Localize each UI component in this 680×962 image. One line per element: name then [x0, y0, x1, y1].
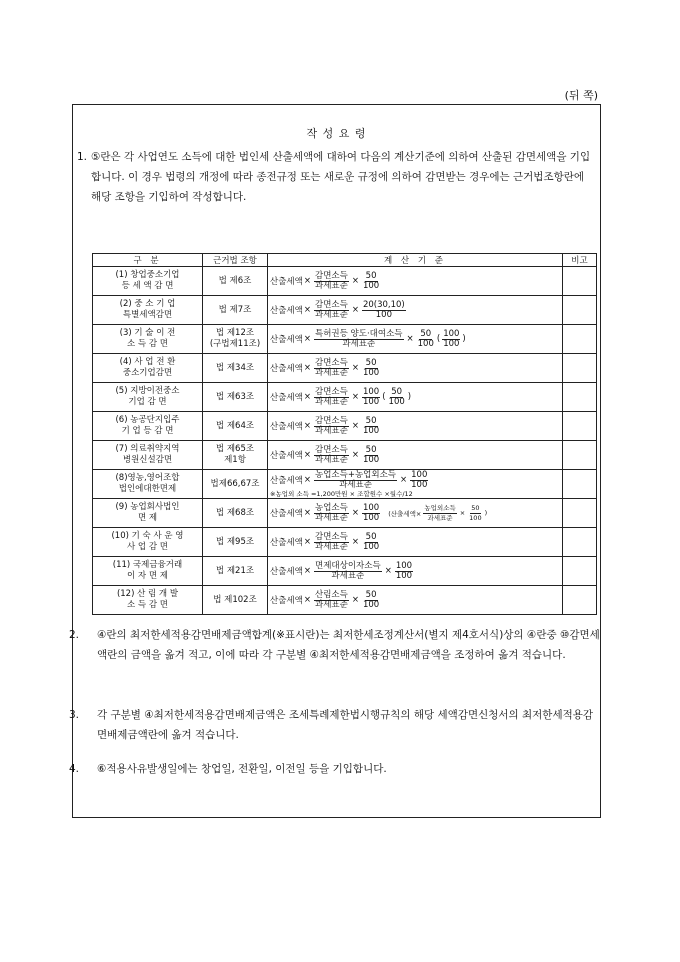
formula-extra-base: (산출세액× [388, 509, 422, 518]
formula-alt-rate [388, 388, 406, 407]
row-category [93, 296, 203, 325]
instruction-2 [69, 625, 602, 665]
formula-ratio-denominator: 과세표준 [314, 541, 348, 552]
formula-times: × [351, 421, 359, 431]
row-category [93, 528, 203, 557]
row-category-line: (8)영농,영어조합 [115, 473, 180, 483]
table-row [93, 586, 597, 615]
formula-alt-rate-numerator: 50 [391, 386, 403, 397]
formula-ratio-numerator: 감면소득 [314, 531, 348, 542]
formula-times: × [351, 450, 359, 460]
instruction-4-text: ⑥적용사유발생일에는 창업일, 전환일, 이전일 등을 기입합니다. [97, 763, 387, 775]
formula-base: 산출세액 [270, 277, 303, 287]
formula-ratio-numerator: 감면소득 [314, 299, 348, 310]
formula-extra: (산출세액× $\frac{\text{농업외소득}}{\text{과세표준}}$ × $\frac{50}{100}$ ) [388, 503, 488, 522]
formula-extra-rate [468, 504, 482, 523]
row-formula [268, 586, 563, 615]
row-formula [268, 354, 563, 383]
row-category-line: 기 업 등 감 면 [121, 426, 174, 436]
formula-ratio-numerator: 산림소득 [314, 589, 348, 600]
formula-ratio [314, 330, 404, 349]
formula-ratio-denominator: 과세표준 [314, 425, 348, 436]
formula-rate-denominator: 100 [375, 309, 392, 320]
calculation-table [92, 253, 597, 615]
formula-rate-denominator: 100 [417, 338, 434, 349]
formula-ratio [314, 301, 349, 320]
formula-times: × [303, 566, 311, 576]
formula-ratio-denominator: 과세표준 [314, 280, 348, 291]
formula-ratio [314, 562, 382, 581]
formula-expression [270, 301, 408, 320]
formula-times: × [400, 475, 408, 485]
formula-expression [270, 446, 382, 465]
row-note [563, 383, 597, 412]
row-formula [268, 267, 563, 296]
row-category [93, 470, 203, 499]
formula-times: × [406, 334, 414, 344]
table-row [93, 267, 597, 296]
row-law-line: 제1항 [224, 455, 246, 465]
row-category-line: 등 세 액 감 면 [121, 281, 174, 291]
formula-times: × [351, 508, 359, 518]
formula-rate-denominator: 100 [362, 599, 380, 610]
col-header-category: 구 분 [93, 254, 203, 267]
formula-times: × [351, 595, 359, 605]
formula-rate [417, 330, 435, 349]
formula-base: 산출세액 [270, 476, 303, 486]
row-law-line: 법 제34조 [215, 362, 255, 373]
table-row [93, 412, 597, 441]
row-law-line: 법 제6조 [218, 275, 252, 286]
formula-expression [270, 417, 382, 436]
formula-ratio-numerator: 특허권등 양도·대여소득 [314, 328, 403, 339]
formula-extra-ratio-numerator: 농업외소득 [424, 503, 456, 512]
formula-ratio [314, 446, 349, 465]
row-note [563, 499, 597, 528]
formula-base: 산출세액 [270, 596, 303, 606]
formula-base: 산출세액 [270, 509, 303, 519]
formula-alt-rate-denominator: 100 [388, 396, 405, 407]
formula-base: 산출세액 [270, 422, 303, 432]
row-note [563, 267, 597, 296]
formula-expression [270, 591, 382, 610]
formula-rate [410, 471, 428, 490]
formula-rate-denominator: 100 [395, 570, 413, 581]
formula-times: × [303, 334, 311, 344]
formula-times: × [303, 363, 311, 373]
formula-rate-denominator: 100 [362, 396, 380, 407]
formula-times: × [351, 537, 359, 547]
row-law [203, 528, 268, 557]
row-category [93, 441, 203, 470]
formula-times: × [303, 508, 311, 518]
row-category [93, 586, 203, 615]
row-law-line: 법 제68조 [215, 507, 255, 518]
row-law-line: 법제66,67조 [210, 478, 260, 489]
row-category-line: 면 제 [137, 513, 158, 523]
row-category [93, 383, 203, 412]
formula-ratio [314, 388, 349, 407]
table-header-row [93, 254, 597, 267]
formula-extra-ratio-denominator: 과세표준 [427, 513, 453, 522]
row-category [93, 354, 203, 383]
row-law-line: 법 제63조 [215, 391, 255, 402]
formula-rate-numerator: 50 [365, 357, 377, 368]
col-header-law: 근거법 조항 [203, 254, 268, 267]
formula-ratio-numerator: 감면소득 [314, 357, 348, 368]
formula-rate [362, 359, 380, 378]
formula-rate-numerator: 50 [365, 589, 377, 600]
row-law-line: (구법제11조) [209, 339, 261, 349]
instruction-2-number: 2. [69, 629, 80, 641]
row-category-line: (10) 기 숙 사 운 영 [111, 531, 184, 541]
row-law-line: 법 제21조 [215, 565, 255, 576]
table-row [93, 470, 597, 499]
row-category-line: (9) 농업회사법인 [115, 502, 180, 512]
row-category-line: (3) 기 술 이 전 [119, 328, 176, 338]
row-law-line: 법 제65조 [215, 444, 255, 454]
formula-rate-denominator: 100 [362, 425, 380, 436]
formula-rate-denominator: 100 [362, 512, 380, 523]
row-law [203, 296, 268, 325]
formula-ratio [314, 272, 349, 291]
formula-times: × [303, 475, 311, 485]
formula-base: 산출세액 [270, 451, 303, 461]
row-category-line: 법인에대한면제 [118, 484, 177, 494]
formula-expression: 산출세액 × $\frac{\text{감면소득}}{\text{과세표준}}$ × $\frac{100}{100}$ ( $\frac{50}{100}$ ) [270, 386, 412, 407]
row-formula [268, 470, 563, 499]
formula-ratio [314, 359, 349, 378]
row-law-line: 법 제7조 [218, 304, 252, 315]
table-row [93, 557, 597, 586]
formula-rate-numerator: 20(30,10) [362, 299, 405, 310]
row-category-line: 이 자 면 제 [127, 571, 168, 581]
instruction-1 [77, 147, 597, 207]
formula-ratio-denominator: 과세표준 [331, 570, 365, 581]
formula-rate [362, 272, 380, 291]
formula-rate-denominator: 100 [362, 541, 380, 552]
row-category-line: (11) 국제금융거래 [112, 560, 183, 570]
row-category [93, 557, 203, 586]
formula-ratio-numerator: 감면소득 [314, 415, 348, 426]
formula-ratio-denominator: 과세표준 [314, 454, 348, 465]
formula-rate-numerator: 50 [365, 531, 377, 542]
formula-times: × [303, 450, 311, 460]
col-header-note: 비고 [563, 254, 597, 267]
formula-times: × [303, 276, 311, 286]
row-formula [268, 441, 563, 470]
formula-times: × [459, 509, 466, 517]
row-law [203, 267, 268, 296]
formula-times: × [384, 566, 392, 576]
table-row [93, 354, 597, 383]
formula-extra-rate-numerator: 50 [471, 503, 480, 512]
row-note [563, 557, 597, 586]
formula-rate-numerator: 50 [365, 270, 377, 281]
row-category-line: 중소기업감면 [122, 368, 173, 378]
formula-ratio-numerator: 감면소득 [314, 386, 348, 397]
formula-expression [270, 562, 415, 581]
formula-rate-numerator: 50 [365, 415, 377, 426]
formula-ratio-numerator: 면제대상이자소득 [314, 560, 381, 571]
instruction-1-text: ⑤란은 각 사업연도 소득에 대한 법인세 산출세액에 대하여 다음의 계산기준에 의하여 산출된 감면세액을 기입합니다. 이 경우 법령의 개정에 따라 종전규정 또는 새로운 규정에 의하여 감면받는 경우에는 근거법조항란에 해당 조항을 기입하여 작성합니다. [91, 151, 591, 203]
row-category-line: (2) 중 소 기 업 [119, 299, 176, 309]
instruction-4 [69, 759, 602, 779]
row-formula [268, 412, 563, 441]
table-row [93, 528, 597, 557]
formula-times: × [303, 305, 311, 315]
formula-rate-numerator: 50 [365, 444, 377, 455]
row-category-line: 소 득 감 면 [127, 339, 168, 349]
formula-alt-rate-numerator: 100 [443, 328, 460, 339]
formula-rate [362, 446, 380, 465]
row-formula [268, 383, 563, 412]
row-law-line: 법 제102조 [213, 594, 257, 605]
row-category-line: 기업 감 면 [128, 397, 167, 407]
formula-times: × [351, 363, 359, 373]
row-law-line: 법 제95조 [215, 536, 255, 547]
formula-expression [270, 272, 382, 291]
formula-ratio [314, 591, 349, 610]
formula-rate [362, 591, 380, 610]
row-category-line: 병원신설감면 [122, 455, 173, 465]
instruction-3-text: 각 구분별 ④최저한세적용감면배제금액은 조세특례제한법시행규칙의 해당 세액감면신청서의 최저한세적용감면배제금액란에 옮겨 적습니다. [97, 709, 594, 741]
formula-times: × [351, 276, 359, 286]
table-row [93, 325, 597, 354]
formula-rate [362, 504, 380, 523]
instruction-3 [69, 705, 602, 745]
instruction-3-number: 3. [69, 709, 80, 721]
formula-rate-numerator: 100 [411, 469, 428, 480]
instructions-frame [69, 104, 601, 818]
formula-rate-numerator: 50 [420, 328, 432, 339]
row-law [203, 499, 268, 528]
formula-rate-denominator: 100 [362, 367, 380, 378]
row-category-line: (7) 의료취약지역 [115, 444, 180, 454]
row-law [203, 470, 268, 499]
formula-ratio-denominator: 과세표준 [314, 367, 348, 378]
formula-base: 산출세액 [270, 393, 303, 403]
formula-alt-rate-denominator: 100 [443, 338, 460, 349]
instruction-4-number: 4. [69, 763, 80, 775]
formula-ratio-numerator: 감면소득 [314, 444, 348, 455]
formula-ratio [314, 471, 397, 490]
formula-times: × [351, 392, 359, 402]
row-category-line: (12) 산 림 개 발 [116, 589, 179, 599]
row-category-line: (6) 농공단지입주 [115, 415, 180, 425]
formula-expression [270, 359, 382, 378]
formula-rate [362, 388, 380, 407]
row-category-line: 특별세액감면 [122, 310, 173, 320]
row-note [563, 470, 597, 499]
formula-times: × [351, 305, 359, 315]
formula-base: 산출세액 [270, 538, 303, 548]
formula-ratio-denominator: 과세표준 [339, 479, 372, 490]
table-row [93, 499, 597, 528]
formula-ratio [314, 417, 349, 436]
row-note [563, 412, 597, 441]
row-law-line: 법 제64조 [215, 420, 255, 431]
formula-expression [270, 533, 382, 552]
formula-rate [395, 562, 413, 581]
formula-extra-rate-denominator: 100 [469, 513, 482, 522]
formula-rate-denominator: 100 [411, 479, 428, 490]
formula-rate [362, 301, 406, 320]
row-category [93, 267, 203, 296]
row-category-line: 사 업 감 면 [127, 542, 168, 552]
formula-rate [362, 533, 380, 552]
page-heading: 작 성 요 령 [306, 127, 367, 140]
table-row [93, 441, 597, 470]
row-category [93, 499, 203, 528]
formula-expression [270, 504, 487, 523]
formula-base: 산출세액 [270, 567, 303, 577]
row-law [203, 325, 268, 354]
formula-ratio [314, 533, 349, 552]
formula-times: × [303, 537, 311, 547]
row-formula [268, 528, 563, 557]
row-note [563, 296, 597, 325]
formula-times: × [303, 392, 311, 402]
row-law [203, 412, 268, 441]
formula-ratio-denominator: 과세표준 [314, 396, 348, 407]
row-category-line: (4) 사 업 전 환 [119, 357, 176, 367]
row-category-line: (1) 창업중소기업 [115, 270, 180, 280]
row-note [563, 586, 597, 615]
formula-rate [362, 417, 380, 436]
formula-rate-denominator: 100 [362, 280, 380, 291]
row-category [93, 325, 203, 354]
formula-times: × [303, 421, 311, 431]
row-category [93, 412, 203, 441]
row-category-line: (5) 지방이전중소 [115, 386, 180, 396]
formula-ratio-denominator: 과세표준 [314, 309, 348, 320]
row-formula [268, 296, 563, 325]
table-row [93, 383, 597, 412]
row-note [563, 354, 597, 383]
row-formula [268, 499, 563, 528]
formula-footnote: ※농업외 소득 =1,200만원 × 조합원수 ×월수/12 [270, 489, 413, 498]
instruction-2-text: ④란의 최저한세적용감면배제금액합계(※표시란)는 최저한세조정계산서(별지 제4호서식)상의 ④란중 ⑩감면세액란의 금액을 옮겨 적고, 이에 따라 각 구분별 ④최저한세적용감면배제금액을 조정하여 옮겨 적습니다. [97, 629, 600, 661]
formula-alt-rate [442, 330, 460, 349]
formula-ratio-denominator: 과세표준 [342, 338, 376, 349]
formula-ratio-denominator: 과세표준 [314, 512, 348, 523]
row-category-line: 소 득 감 면 [127, 600, 168, 610]
row-law [203, 354, 268, 383]
page-side-label: (뒤 쪽) [564, 89, 598, 102]
row-note [563, 325, 597, 354]
row-law-line: 법 제12조 [215, 328, 255, 338]
col-header-formula: 계 산 기 준 [268, 254, 563, 267]
table-row [93, 296, 597, 325]
formula-base: 산출세액 [270, 306, 303, 316]
formula-base: 산출세액 [270, 364, 303, 374]
formula-ratio [314, 504, 349, 523]
row-note [563, 441, 597, 470]
row-law [203, 441, 268, 470]
row-law [203, 557, 268, 586]
formula-ratio-numerator: 농업소득+농업외소득 [314, 469, 397, 480]
formula-rate-denominator: 100 [362, 454, 380, 465]
formula-rate-numerator: 100 [395, 560, 413, 571]
formula-expression: 산출세액 × $\frac{\text{특허권등 양도·대여소득}}{\text{과세표준}}$ × $\frac{50}{100}$ ( $\frac{100}{100}$ ) [270, 328, 466, 349]
formula-ratio-numerator: 감면소득 [314, 270, 348, 281]
formula-ratio-denominator: 과세표준 [314, 599, 348, 610]
formula-ratio-numerator: 농업소득 [314, 502, 348, 513]
row-note [563, 528, 597, 557]
row-formula [268, 325, 563, 354]
row-law [203, 383, 268, 412]
formula-rate-numerator: 100 [362, 502, 380, 513]
formula-extra-ratio [423, 504, 456, 523]
formula-base: 산출세액 [270, 335, 303, 345]
instruction-1-number: 1. [77, 151, 88, 163]
formula-rate-numerator: 100 [362, 386, 380, 397]
formula-times: × [303, 595, 311, 605]
row-formula [268, 557, 563, 586]
formula-expression [270, 471, 430, 490]
row-law [203, 586, 268, 615]
